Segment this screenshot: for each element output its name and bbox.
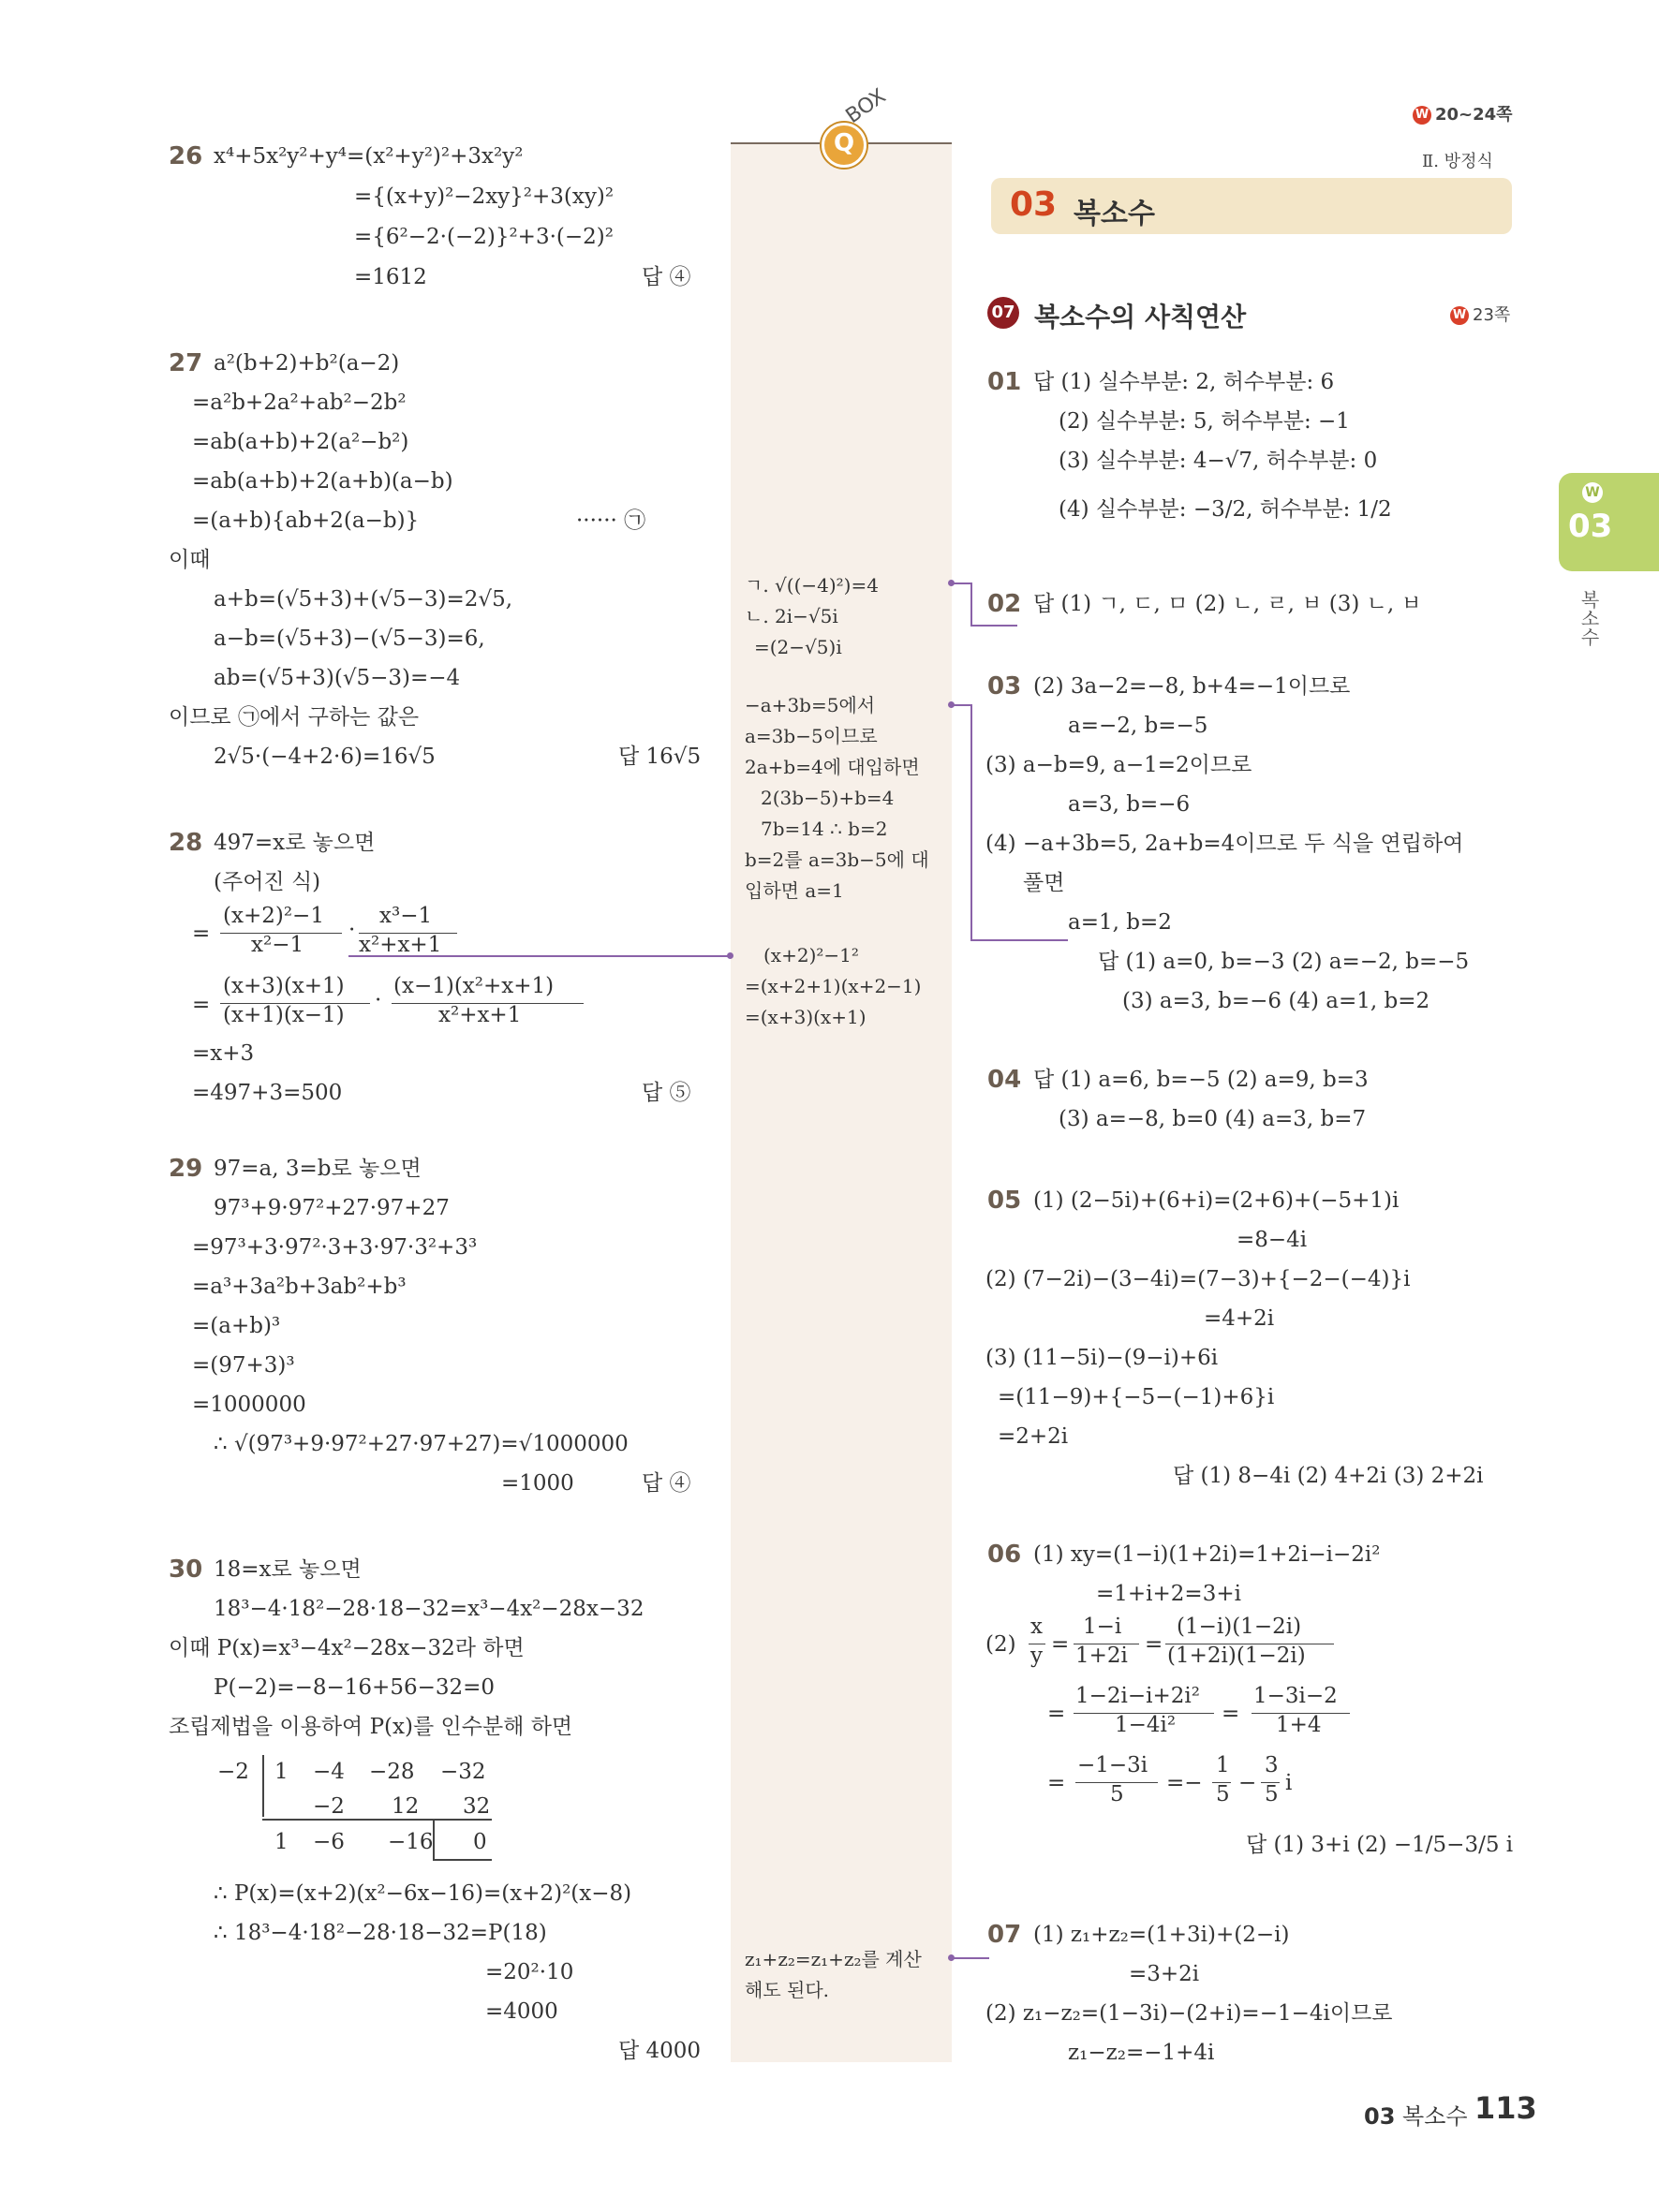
page-number: 113 bbox=[1474, 2090, 1537, 2126]
connector-02-h bbox=[970, 625, 1017, 627]
solution-line: 5 bbox=[1216, 1782, 1230, 1806]
section-page-ref: W 23쪽 bbox=[1450, 302, 1510, 326]
solution-line: 답 (1) ㄱ, ㄷ, ㅁ (2) ㄴ, ㄹ, ㅂ (3) ㄴ, ㅂ bbox=[1033, 592, 1422, 616]
solution-line: − bbox=[1238, 1771, 1257, 1795]
solution-line: = bbox=[192, 993, 211, 1017]
solution-line: (x+2)²−1 bbox=[223, 904, 324, 928]
synthetic-division-box bbox=[433, 1859, 492, 1861]
side-tab-number: 03 bbox=[1568, 508, 1613, 545]
solution-line: = bbox=[1051, 1632, 1070, 1657]
section-title: 복소수의 사칙연산 bbox=[1034, 302, 1247, 332]
connector-03-h bbox=[970, 939, 1068, 941]
solution-line: −2 bbox=[217, 1760, 249, 1784]
solution-line: =x+3 bbox=[192, 1041, 255, 1066]
solution-line: a−b=(√5+3)−(√5−3)=6, bbox=[214, 627, 485, 651]
solution-line: i bbox=[1285, 1771, 1293, 1795]
banner-number: 03 bbox=[1010, 185, 1058, 224]
solution-line: 2a+b=4에 대입하면 bbox=[745, 756, 920, 778]
solution-line: 1−i bbox=[1083, 1615, 1122, 1639]
solution-line: −1−3i bbox=[1077, 1753, 1148, 1777]
solution-line: b=2를 a=3b−5에 대 bbox=[745, 848, 929, 871]
problem-number: 26 bbox=[169, 142, 203, 170]
solution-line: −a+3b=5에서 bbox=[745, 694, 876, 716]
solution-line: x³−1 bbox=[379, 904, 433, 928]
solution-line: =1000 bbox=[501, 1471, 574, 1496]
solution-line: 1−3i−2 bbox=[1253, 1684, 1338, 1708]
solution-line: =(a+b)³ bbox=[192, 1314, 281, 1338]
solution-line: 97³+9·97²+27·97+27 bbox=[214, 1196, 450, 1220]
solution-line: =a²b+2a²+ab²−2b² bbox=[192, 391, 407, 415]
solution-line: (2) z₁−z₂=(1−3i)−(2+i)=−1−4i이므로 bbox=[985, 2001, 1393, 2026]
solution-line: =a³+3a²b+3ab²+b³ bbox=[192, 1275, 407, 1299]
solution-line: ㄱ. √((−4)²)=4 bbox=[745, 574, 879, 597]
solution-line: 497=x로 놓으면 bbox=[214, 831, 376, 855]
w-icon: W bbox=[1413, 106, 1431, 125]
solution-line: 0 bbox=[473, 1830, 487, 1854]
solution-line: 97=a, 3=b로 놓으면 bbox=[214, 1157, 422, 1181]
solution-line: =1612 bbox=[354, 265, 427, 289]
solution-line: =4+2i bbox=[1204, 1306, 1275, 1331]
solution-line: ab=(√5+3)(√5−3)=−4 bbox=[214, 666, 461, 690]
solution-line: =(a+b){ab+2(a−b)} bbox=[192, 509, 420, 533]
solution-line: a=3, b=−6 bbox=[1068, 792, 1191, 817]
solution-line: 답 (1) 8−4i (2) 4+2i (3) 2+2i bbox=[1173, 1464, 1484, 1488]
qbox-panel bbox=[731, 142, 952, 2062]
connector-dot bbox=[948, 1954, 955, 1961]
solution-line: (4) 실수부분: −3/2, 허수부분: 1/2 bbox=[1059, 497, 1392, 522]
solution-line: (1−i)(1−2i) bbox=[1177, 1615, 1302, 1639]
solution-line: =(97+3)³ bbox=[192, 1353, 295, 1378]
solution-line: =20²·10 bbox=[485, 1960, 574, 1984]
solution-line: · bbox=[375, 988, 382, 1012]
connector-03-v bbox=[970, 704, 972, 940]
solution-line: 답 ④ bbox=[642, 1471, 691, 1496]
solution-line: (x+3)(x+1) bbox=[223, 974, 345, 998]
w-icon: W bbox=[1582, 482, 1603, 503]
solution-line: 이므로 ㉠에서 구하는 값은 bbox=[169, 705, 420, 730]
solution-line: 1 bbox=[1216, 1753, 1230, 1777]
solution-line: x⁴+5x²y²+y⁴=(x²+y²)²+3x²y² bbox=[214, 144, 524, 169]
solution-line: 답 4000 bbox=[618, 2039, 702, 2063]
solution-line: 2√5·(−4+2·6)=16√5 bbox=[214, 745, 436, 769]
solution-line: (2) 3a−2=−8, b+4=−1이므로 bbox=[1033, 674, 1351, 699]
solution-line: 12 bbox=[392, 1794, 420, 1819]
solution-line: 답 ④ bbox=[642, 265, 691, 289]
solution-line: 18=x로 놓으면 bbox=[214, 1557, 362, 1582]
solution-line: −4 bbox=[313, 1760, 345, 1784]
solution-line: z₁+z₂=z₁+z₂를 계산 bbox=[745, 1948, 922, 1970]
qbox-logo-word: BOX bbox=[841, 84, 891, 128]
solution-line: x²−1 bbox=[251, 933, 304, 957]
solution-line: = bbox=[192, 922, 211, 946]
solution-line: 1+2i bbox=[1075, 1644, 1128, 1668]
chapter-banner bbox=[991, 178, 1512, 234]
connector-07 bbox=[952, 1957, 989, 1959]
solution-line: −32 bbox=[440, 1760, 486, 1784]
section-badge: 07 bbox=[987, 297, 1019, 329]
solution-line: (x−1)(x²+x+1) bbox=[393, 974, 555, 998]
solution-line: (3) 실수부분: 4−√7, 허수부분: 0 bbox=[1059, 449, 1378, 473]
problem-number: 07 bbox=[987, 1921, 1022, 1949]
solution-line: 이때 P(x)=x³−4x²−28x−32라 하면 bbox=[169, 1636, 525, 1660]
connector-03 bbox=[952, 704, 970, 706]
solution-line: = bbox=[1047, 1771, 1066, 1795]
solution-line: 답 16√5 bbox=[618, 745, 702, 769]
banner-title: 복소수 bbox=[1074, 198, 1155, 230]
solution-line: 5 bbox=[1265, 1782, 1279, 1806]
solution-line: a=1, b=2 bbox=[1068, 910, 1172, 935]
solution-line: 1−4i² bbox=[1115, 1713, 1177, 1737]
qbox-top-rule-right bbox=[867, 142, 952, 144]
solution-line: (4) −a+3b=5, 2a+b=4이므로 두 식을 연립하여 bbox=[985, 832, 1464, 856]
solution-line: 5 bbox=[1110, 1782, 1124, 1806]
solution-line: (3) a=3, b=−6 (4) a=1, b=2 bbox=[1122, 989, 1430, 1013]
solution-line: y bbox=[1030, 1644, 1043, 1668]
solution-line: −2 bbox=[313, 1794, 345, 1819]
solution-line: ={6²−2·(−2)}²+3·(−2)² bbox=[354, 225, 614, 249]
solution-line: =1000000 bbox=[192, 1393, 306, 1417]
solution-line: = bbox=[1047, 1702, 1066, 1726]
solution-line: 1−2i−i+2i² bbox=[1075, 1684, 1201, 1708]
solution-line: (3) a−b=9, a−1=2이므로 bbox=[985, 753, 1252, 777]
solution-line: (x+1)(x−1) bbox=[223, 1003, 345, 1027]
footer-label: 03 복소수 bbox=[1364, 2103, 1468, 2130]
solution-line: (1+2i)(1−2i) bbox=[1167, 1644, 1306, 1668]
solution-line: =(x+2+1)(x+2−1) bbox=[745, 975, 922, 997]
solution-line: 답 ⑤ bbox=[642, 1081, 691, 1105]
solution-line: =(x+3)(x+1) bbox=[745, 1006, 867, 1028]
solution-line: 해도 된다. bbox=[745, 1979, 829, 2001]
solution-line: 1 bbox=[274, 1830, 289, 1854]
solution-line: =4000 bbox=[485, 1999, 558, 2024]
solution-line: (2) 실수부분: 5, 허수부분: −1 bbox=[1059, 409, 1350, 434]
solution-line: (2) bbox=[985, 1632, 1016, 1657]
solution-line: ∴ P(x)=(x+2)(x²−6x−16)=(x+2)²(x−8) bbox=[214, 1881, 632, 1906]
problem-number: 04 bbox=[987, 1066, 1022, 1094]
problem-number: 03 bbox=[987, 672, 1022, 700]
problem-number: 29 bbox=[169, 1155, 203, 1183]
solution-line: =ab(a+b)+2(a²−b²) bbox=[192, 430, 409, 454]
solution-line: −28 bbox=[369, 1760, 415, 1784]
solution-line: 1 bbox=[274, 1760, 289, 1784]
solution-line: ∴ √(97³+9·97²+27·97+27)=√1000000 bbox=[214, 1432, 629, 1456]
connector-dot bbox=[948, 580, 955, 586]
solution-line: x²+x+1 bbox=[438, 1003, 522, 1027]
solution-line: =2+2i bbox=[998, 1424, 1069, 1449]
solution-line: =(2−√5)i bbox=[754, 636, 842, 658]
solution-line: ={(x+y)²−2xy}²+3(xy)² bbox=[354, 184, 615, 209]
w-icon: W bbox=[1450, 306, 1469, 325]
connector-dot bbox=[948, 701, 955, 708]
solution-line: a=3b−5이므로 bbox=[745, 725, 878, 747]
solution-line: (3) (11−5i)−(9−i)+6i bbox=[985, 1346, 1219, 1370]
problem-number: 27 bbox=[169, 349, 203, 377]
solution-line: −16 bbox=[388, 1830, 434, 1854]
solution-line: (주어진 식) bbox=[214, 870, 321, 894]
problem-number: 02 bbox=[987, 590, 1022, 618]
connector-dot bbox=[727, 952, 733, 959]
solution-line: (x+2)²−1² bbox=[763, 944, 859, 966]
solution-line: (3) a=−8, b=0 (4) a=3, b=7 bbox=[1059, 1107, 1367, 1131]
problem-number: 01 bbox=[987, 368, 1022, 396]
page-range-ref: W 20~24쪽 bbox=[1413, 101, 1513, 125]
solution-line: x bbox=[1030, 1615, 1043, 1639]
solution-line: 풀면 bbox=[1023, 871, 1065, 895]
solution-line: = bbox=[1145, 1632, 1163, 1657]
solution-line: P(−2)=−8−16+56−32=0 bbox=[214, 1675, 496, 1700]
solution-line: x²+x+1 bbox=[359, 933, 442, 957]
solution-line: =− bbox=[1166, 1771, 1203, 1795]
solution-line: = bbox=[1222, 1702, 1240, 1726]
solution-line: 답 (1) 3+i (2) −1/5−3/5 i bbox=[1246, 1833, 1514, 1857]
solution-line: (1) z₁+z₂=(1+3i)+(2−i) bbox=[1033, 1923, 1290, 1947]
solution-line: (2) (7−2i)−(3−4i)=(7−3)+{−2−(−4)}i bbox=[985, 1267, 1411, 1291]
solution-line: 3 bbox=[1265, 1753, 1279, 1777]
solution-line: =1+i+2=3+i bbox=[1096, 1582, 1241, 1606]
solution-line: 7b=14 ∴ b=2 bbox=[761, 818, 888, 840]
solution-line: =(11−9)+{−5−(−1)+6}i bbox=[998, 1385, 1275, 1409]
side-tab-label: 복소수 bbox=[1578, 590, 1600, 646]
solution-line: 답 (1) a=0, b=−3 (2) a=−2, b=−5 bbox=[1098, 950, 1470, 974]
chapter-side-tab[interactable] bbox=[1559, 473, 1659, 571]
solution-line: z₁−z₂=−1+4i bbox=[1068, 2041, 1215, 2065]
solution-line: 조립제법을 이용하여 P(x)를 인수분해 하면 bbox=[169, 1715, 573, 1739]
solution-line: 1+4 bbox=[1276, 1713, 1322, 1737]
solution-line: ㄴ. 2i−√5i bbox=[745, 605, 838, 627]
solution-line: ······ ㉠ bbox=[576, 509, 646, 533]
solution-line: =3+2i bbox=[1129, 1962, 1200, 1986]
chapter-label: Ⅱ. 방정식 bbox=[1422, 152, 1493, 171]
solution-line: 입하면 a=1 bbox=[745, 879, 844, 902]
solution-line: −6 bbox=[313, 1830, 345, 1854]
solution-line: · bbox=[348, 918, 356, 942]
problem-number: 05 bbox=[987, 1187, 1022, 1215]
solution-line: =497+3=500 bbox=[192, 1081, 343, 1105]
problem-number: 06 bbox=[987, 1541, 1022, 1569]
synthetic-division-rule bbox=[262, 1819, 492, 1821]
solution-line: (1) (2−5i)+(6+i)=(2+6)+(−5+1)i bbox=[1033, 1188, 1400, 1213]
solution-line: ∴ 18³−4·18²−28·18−32=P(18) bbox=[214, 1921, 547, 1945]
solution-line: 18³−4·18²−28·18−32=x³−4x²−28x−32 bbox=[214, 1597, 644, 1621]
solution-line: =97³+3·97²·3+3·97·3²+3³ bbox=[192, 1235, 478, 1260]
solution-line: =8−4i bbox=[1237, 1228, 1308, 1252]
solution-line: 답 (1) 실수부분: 2, 허수부분: 6 bbox=[1033, 370, 1335, 394]
connector-02 bbox=[952, 582, 970, 584]
solution-line: (1) xy=(1−i)(1+2i)=1+2i−i−2i² bbox=[1033, 1542, 1381, 1567]
synthetic-division-bar bbox=[262, 1755, 264, 1817]
qbox-logo-icon: Q bbox=[822, 123, 867, 168]
problem-number: 28 bbox=[169, 829, 203, 857]
solution-line: a²(b+2)+b²(a−2) bbox=[214, 351, 400, 376]
qbox-top-rule-left bbox=[731, 142, 820, 144]
solution-line: 2(3b−5)+b=4 bbox=[761, 787, 895, 809]
solution-line: a=−2, b=−5 bbox=[1068, 714, 1208, 738]
solution-line: 이때 bbox=[169, 548, 211, 572]
solution-line: 답 (1) a=6, b=−5 (2) a=9, b=3 bbox=[1033, 1068, 1369, 1092]
solution-line: a+b=(√5+3)+(√5−3)=2√5, bbox=[214, 587, 513, 612]
solution-line: =ab(a+b)+2(a+b)(a−b) bbox=[192, 469, 453, 494]
connector-02-v bbox=[970, 582, 972, 626]
problem-number: 30 bbox=[169, 1556, 203, 1584]
solution-line: 32 bbox=[463, 1794, 491, 1819]
